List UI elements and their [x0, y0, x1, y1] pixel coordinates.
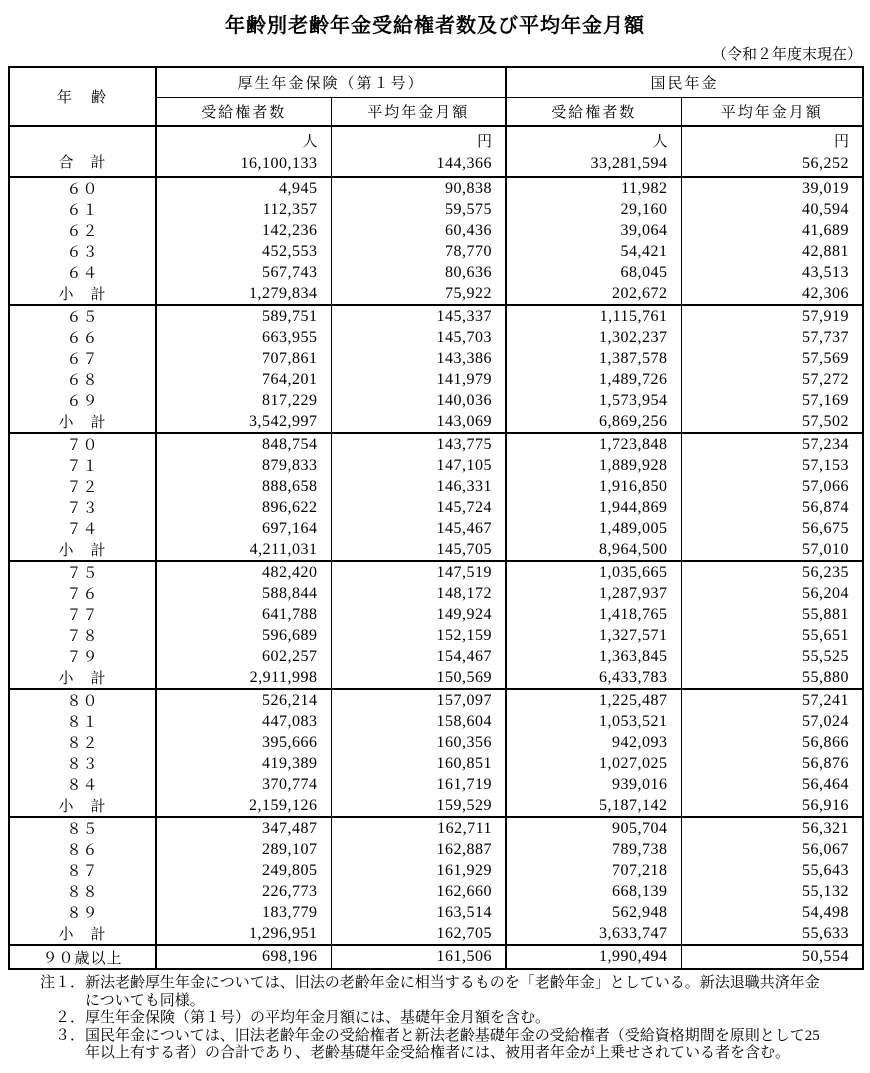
value-cell: 596,689 — [156, 625, 331, 646]
age-cell: ９０歳以上 — [9, 945, 156, 969]
value-cell: 59,575 — [331, 199, 506, 220]
value-cell: 1,916,850 — [506, 476, 681, 497]
value-cell: 249,805 — [156, 860, 331, 881]
age-cell: ８７ — [66, 864, 99, 880]
value-cell: 90,838 — [331, 177, 506, 199]
value-cell: 698,196 — [156, 945, 331, 969]
value-cell: 42,306 — [681, 283, 863, 305]
value-cell: 145,467 — [331, 518, 506, 539]
value-cell: 848,754 — [156, 433, 331, 455]
value-cell: 5,187,142 — [506, 795, 681, 817]
value-cell: 56,866 — [681, 732, 863, 753]
table-row — [9, 711, 863, 732]
header-beneficiaries-kosei: 受給権者数 — [156, 98, 331, 127]
value-cell: 707,218 — [506, 860, 681, 881]
table-row — [9, 390, 863, 411]
value-cell: 157,097 — [331, 689, 506, 711]
value-cell: 143,069 — [331, 411, 506, 433]
value-cell: 4,945 — [156, 177, 331, 199]
value-cell: 1,387,578 — [506, 348, 681, 369]
value-cell: 1,363,845 — [506, 646, 681, 667]
value-cell: 1,287,937 — [506, 583, 681, 604]
value-cell: 57,502 — [681, 411, 863, 433]
value-cell: 150,569 — [331, 667, 506, 689]
value-cell: 75,922 — [331, 283, 506, 305]
unit-label: 円 — [477, 134, 493, 150]
age-cell: ７４ — [66, 522, 99, 538]
value-cell: 526,214 — [156, 689, 331, 711]
value-cell: 1,489,005 — [506, 518, 681, 539]
value-cell: 4,211,031 — [156, 539, 331, 561]
footnote-line: 厚生年金保険（第１号）の平均年金月額には、基礎年金月額を含む。 — [85, 1010, 551, 1026]
value-cell: 1,296,951 — [156, 923, 331, 945]
value-cell: 1,027,025 — [506, 753, 681, 774]
value-cell: 56,916 — [681, 795, 863, 817]
value-cell: 57,272 — [681, 369, 863, 390]
value-cell: 55,651 — [681, 625, 863, 646]
age-cell: ８０ — [9, 689, 156, 711]
value-cell: 160,356 — [331, 732, 506, 753]
value-cell: 29,160 — [506, 199, 681, 220]
value-cell: 1,053,521 — [506, 711, 681, 732]
value-cell: 1,035,665 — [506, 561, 681, 583]
age-cell: ８１ — [66, 715, 99, 731]
value-cell: 55,880 — [681, 667, 863, 689]
value-cell: 141,979 — [331, 369, 506, 390]
value-cell: 55,643 — [681, 860, 863, 881]
value-cell: 1,573,954 — [506, 390, 681, 411]
value-cell: 143,386 — [331, 348, 506, 369]
value-cell: 707,861 — [156, 348, 331, 369]
value-cell: 80,636 — [331, 262, 506, 283]
value-cell: 817,229 — [156, 390, 331, 411]
value-cell: 140,036 — [331, 390, 506, 411]
age-cell: 小 計 — [58, 799, 107, 815]
value-cell: 43,513 — [681, 262, 863, 283]
value-cell: 55,881 — [681, 604, 863, 625]
value-cell: 641,788 — [156, 604, 331, 625]
value-cell: 1,225,487 — [506, 689, 681, 711]
value-cell — [331, 126, 506, 177]
table-row — [9, 667, 863, 689]
total-value: 33,281,594 — [590, 155, 668, 172]
value-cell: 154,467 — [331, 646, 506, 667]
value-cell: 202,672 — [506, 283, 681, 305]
footnote — [40, 975, 860, 1010]
value-cell: 39,064 — [506, 220, 681, 241]
value-cell: 789,738 — [506, 839, 681, 860]
value-cell: 39,019 — [681, 177, 863, 199]
footnote-line: についても同様。 — [85, 992, 205, 1009]
footnote-line: 新法老齢厚生年金については、旧法の老齢年金に相当するものを「老齢年金」としている。新法退職共済年金 — [85, 975, 820, 991]
age-cell: ８４ — [66, 778, 99, 794]
table-header — [9, 67, 863, 126]
age-cell: 小 計 — [58, 927, 107, 943]
table-row — [9, 625, 863, 646]
age-cell: ７１ — [66, 459, 99, 475]
value-cell: 41,689 — [681, 220, 863, 241]
age-cell: 小 計 — [58, 287, 107, 303]
age-cell: ６９ — [66, 394, 99, 410]
age-cell: ６５ — [9, 305, 156, 327]
age-cell: ６７ — [66, 352, 99, 368]
table-row — [9, 795, 863, 817]
value-cell: 158,604 — [331, 711, 506, 732]
table-row — [9, 241, 863, 262]
value-cell: 447,083 — [156, 711, 331, 732]
value-cell: 226,773 — [156, 881, 331, 902]
table-row — [9, 518, 863, 539]
value-cell: 2,911,998 — [156, 667, 331, 689]
value-cell: 162,887 — [331, 839, 506, 860]
value-cell: 148,172 — [331, 583, 506, 604]
unit-label: 人 — [652, 134, 668, 150]
age-cell: ７６ — [66, 587, 99, 603]
footnotes — [40, 975, 860, 1063]
table-row — [9, 902, 863, 923]
table-row — [9, 604, 863, 625]
age-cell: ６２ — [66, 224, 99, 240]
total-value: 144,366 — [436, 155, 493, 172]
value-cell: 54,498 — [681, 902, 863, 923]
total-row — [9, 126, 863, 177]
value-cell: 668,139 — [506, 881, 681, 902]
value-cell: 149,924 — [331, 604, 506, 625]
value-cell: 3,542,997 — [156, 411, 331, 433]
value-cell: 146,331 — [331, 476, 506, 497]
unit-label: 円 — [834, 134, 850, 150]
table-row — [9, 199, 863, 220]
value-cell: 57,737 — [681, 327, 863, 348]
value-cell: 57,919 — [681, 305, 863, 327]
pension-table — [8, 66, 864, 970]
footnote-marker: ３． — [54, 1027, 85, 1044]
value-cell: 56,204 — [681, 583, 863, 604]
age-cell: ７２ — [66, 480, 99, 496]
table-row — [9, 220, 863, 241]
age-cell: ７８ — [66, 629, 99, 645]
as-of-date: （令和２年度末現在） — [711, 47, 862, 63]
total-label-cell — [9, 126, 156, 177]
value-cell: 1,990,494 — [506, 945, 681, 969]
value-cell: 395,666 — [156, 732, 331, 753]
value-cell: 145,703 — [331, 327, 506, 348]
value-cell: 161,506 — [331, 945, 506, 969]
page-title: 年齢別老齢年金受給権者数及び平均年金月額 — [225, 15, 645, 37]
header-average-kosei: 平均年金月額 — [331, 98, 506, 127]
value-cell: 1,723,848 — [506, 433, 681, 455]
age-cell: ７０ — [9, 433, 156, 455]
table-row — [9, 561, 863, 583]
value-cell: 3,633,747 — [506, 923, 681, 945]
table-row — [9, 860, 863, 881]
value-cell: 56,235 — [681, 561, 863, 583]
age-cell: ６８ — [66, 373, 99, 389]
value-cell: 370,774 — [156, 774, 331, 795]
value-cell: 145,337 — [331, 305, 506, 327]
value-cell: 78,770 — [331, 241, 506, 262]
value-cell: 183,779 — [156, 902, 331, 923]
age-cell: ８２ — [66, 736, 99, 752]
header-group-kokumin-nenkin: 国民年金 — [506, 67, 863, 98]
value-cell: 57,010 — [681, 539, 863, 561]
value-cell: 161,719 — [331, 774, 506, 795]
age-cell: ７５ — [9, 561, 156, 583]
value-cell: 161,929 — [331, 860, 506, 881]
table-row — [9, 327, 863, 348]
value-cell: 162,660 — [331, 881, 506, 902]
footnote — [40, 1028, 860, 1063]
value-cell: 142,236 — [156, 220, 331, 241]
total-label: 合 計 — [58, 155, 107, 171]
header-beneficiaries-kokumin: 受給権者数 — [506, 98, 681, 127]
table-row — [9, 881, 863, 902]
table-row — [9, 646, 863, 667]
value-cell: 56,876 — [681, 753, 863, 774]
value-cell: 6,433,783 — [506, 667, 681, 689]
value-cell: 42,881 — [681, 241, 863, 262]
age-cell: ７９ — [66, 650, 99, 666]
empty-unit-line — [10, 131, 155, 153]
value-cell: 589,751 — [156, 305, 331, 327]
value-cell: 112,357 — [156, 199, 331, 220]
age-cell: 小 計 — [58, 671, 107, 687]
unit-label: 人 — [302, 134, 318, 150]
value-cell: 162,705 — [331, 923, 506, 945]
value-cell: 1,489,726 — [506, 369, 681, 390]
footnote-text — [85, 1028, 860, 1063]
table-row — [9, 583, 863, 604]
table-row — [9, 262, 863, 283]
value-cell — [156, 126, 331, 177]
value-cell: 57,241 — [681, 689, 863, 711]
age-cell: ８８ — [66, 885, 99, 901]
value-cell: 57,569 — [681, 348, 863, 369]
value-cell: 56,464 — [681, 774, 863, 795]
value-cell: 939,016 — [506, 774, 681, 795]
value-cell: 147,519 — [331, 561, 506, 583]
table-row — [9, 411, 863, 433]
value-cell: 55,525 — [681, 646, 863, 667]
value-cell — [506, 126, 681, 177]
value-cell: 663,955 — [156, 327, 331, 348]
value-cell — [681, 126, 863, 177]
table-row — [9, 177, 863, 199]
value-cell: 1,115,761 — [506, 305, 681, 327]
value-cell: 452,553 — [156, 241, 331, 262]
value-cell: 160,851 — [331, 753, 506, 774]
value-cell: 159,529 — [331, 795, 506, 817]
table-row — [9, 433, 863, 455]
value-cell: 57,169 — [681, 390, 863, 411]
value-cell: 419,389 — [156, 753, 331, 774]
value-cell: 54,421 — [506, 241, 681, 262]
value-cell: 697,164 — [156, 518, 331, 539]
footnote-marker: 注１． — [40, 975, 86, 991]
age-cell: ８３ — [66, 757, 99, 773]
value-cell: 588,844 — [156, 583, 331, 604]
value-cell: 40,594 — [681, 199, 863, 220]
table-row — [9, 348, 863, 369]
age-cell: ６０ — [9, 177, 156, 199]
table-row — [9, 305, 863, 327]
value-cell: 1,889,928 — [506, 455, 681, 476]
value-cell: 1,302,237 — [506, 327, 681, 348]
value-cell: 602,257 — [156, 646, 331, 667]
value-cell: 1,418,765 — [506, 604, 681, 625]
footnote-line: 年以上有する者）の合計であり、老齢基礎年金受給権者には、被用者年金が上乗せされている者を含む。 — [85, 1045, 791, 1061]
value-cell: 50,554 — [681, 945, 863, 969]
table-row — [9, 539, 863, 561]
table-row — [9, 689, 863, 711]
table-row — [9, 774, 863, 795]
value-cell: 60,436 — [331, 220, 506, 241]
table-row — [9, 753, 863, 774]
age-cell: ６１ — [66, 203, 99, 219]
value-cell: 57,024 — [681, 711, 863, 732]
value-cell: 57,153 — [681, 455, 863, 476]
age-cell: ６３ — [66, 245, 99, 261]
table-row — [9, 839, 863, 860]
footnote-marker: ２． — [54, 1010, 85, 1026]
footnote-text — [85, 1010, 860, 1028]
value-cell: 57,234 — [681, 433, 863, 455]
table-row — [9, 283, 863, 305]
value-cell: 163,514 — [331, 902, 506, 923]
value-cell: 143,775 — [331, 433, 506, 455]
value-cell: 1,327,571 — [506, 625, 681, 646]
value-cell: 289,107 — [156, 839, 331, 860]
value-cell: 162,711 — [331, 817, 506, 839]
value-cell: 145,724 — [331, 497, 506, 518]
age-cell: 小 計 — [58, 415, 107, 431]
total-value: 16,100,133 — [240, 155, 318, 172]
value-cell: 56,067 — [681, 839, 863, 860]
value-cell: 56,321 — [681, 817, 863, 839]
value-cell: 56,874 — [681, 497, 863, 518]
value-cell: 567,743 — [156, 262, 331, 283]
value-cell: 6,869,256 — [506, 411, 681, 433]
value-cell: 482,420 — [156, 561, 331, 583]
value-cell: 905,704 — [506, 817, 681, 839]
value-cell: 347,487 — [156, 817, 331, 839]
total-value: 56,252 — [802, 155, 850, 172]
value-cell: 896,622 — [156, 497, 331, 518]
value-cell: 145,705 — [331, 539, 506, 561]
value-cell: 11,982 — [506, 177, 681, 199]
age-cell: ８６ — [66, 843, 99, 859]
value-cell: 764,201 — [156, 369, 331, 390]
value-cell: 147,105 — [331, 455, 506, 476]
age-cell: 小 計 — [58, 543, 107, 559]
table-row — [9, 732, 863, 753]
footnote — [40, 1010, 860, 1028]
table-row — [9, 817, 863, 839]
header-group-kosei-nenkin: 厚生年金保険（第１号） — [156, 67, 506, 98]
table-row — [9, 497, 863, 518]
value-cell: 942,093 — [506, 732, 681, 753]
value-cell: 562,948 — [506, 902, 681, 923]
age-cell: ７７ — [66, 608, 99, 624]
age-cell: ６４ — [66, 266, 99, 282]
value-cell: 152,159 — [331, 625, 506, 646]
value-cell: 68,045 — [506, 262, 681, 283]
value-cell: 8,964,500 — [506, 539, 681, 561]
age-cell: ７３ — [66, 501, 99, 517]
value-cell: 1,279,834 — [156, 283, 331, 305]
value-cell: 879,833 — [156, 455, 331, 476]
table-row — [9, 369, 863, 390]
age-cell: ８９ — [66, 906, 99, 922]
value-cell: 888,658 — [156, 476, 331, 497]
value-cell: 57,066 — [681, 476, 863, 497]
value-cell: 2,159,126 — [156, 795, 331, 817]
value-cell: 56,675 — [681, 518, 863, 539]
header-average-kokumin: 平均年金月額 — [681, 98, 863, 127]
footnote-line: 国民年金については、旧法老齢年金の受給権者と新法老齢基礎年金の受給権者（受給資格期間を原則として25 — [85, 1027, 820, 1044]
table-row — [9, 455, 863, 476]
value-cell: 55,132 — [681, 881, 863, 902]
value-cell: 55,633 — [681, 923, 863, 945]
value-cell: 1,944,869 — [506, 497, 681, 518]
age-cell: ８５ — [9, 817, 156, 839]
table-row — [9, 945, 863, 969]
header-age: 年 齢 — [9, 67, 156, 126]
table-body — [9, 126, 863, 969]
age-cell: ６６ — [66, 331, 99, 347]
footnote-text — [85, 975, 860, 1010]
table-row — [9, 923, 863, 945]
table-row — [9, 476, 863, 497]
